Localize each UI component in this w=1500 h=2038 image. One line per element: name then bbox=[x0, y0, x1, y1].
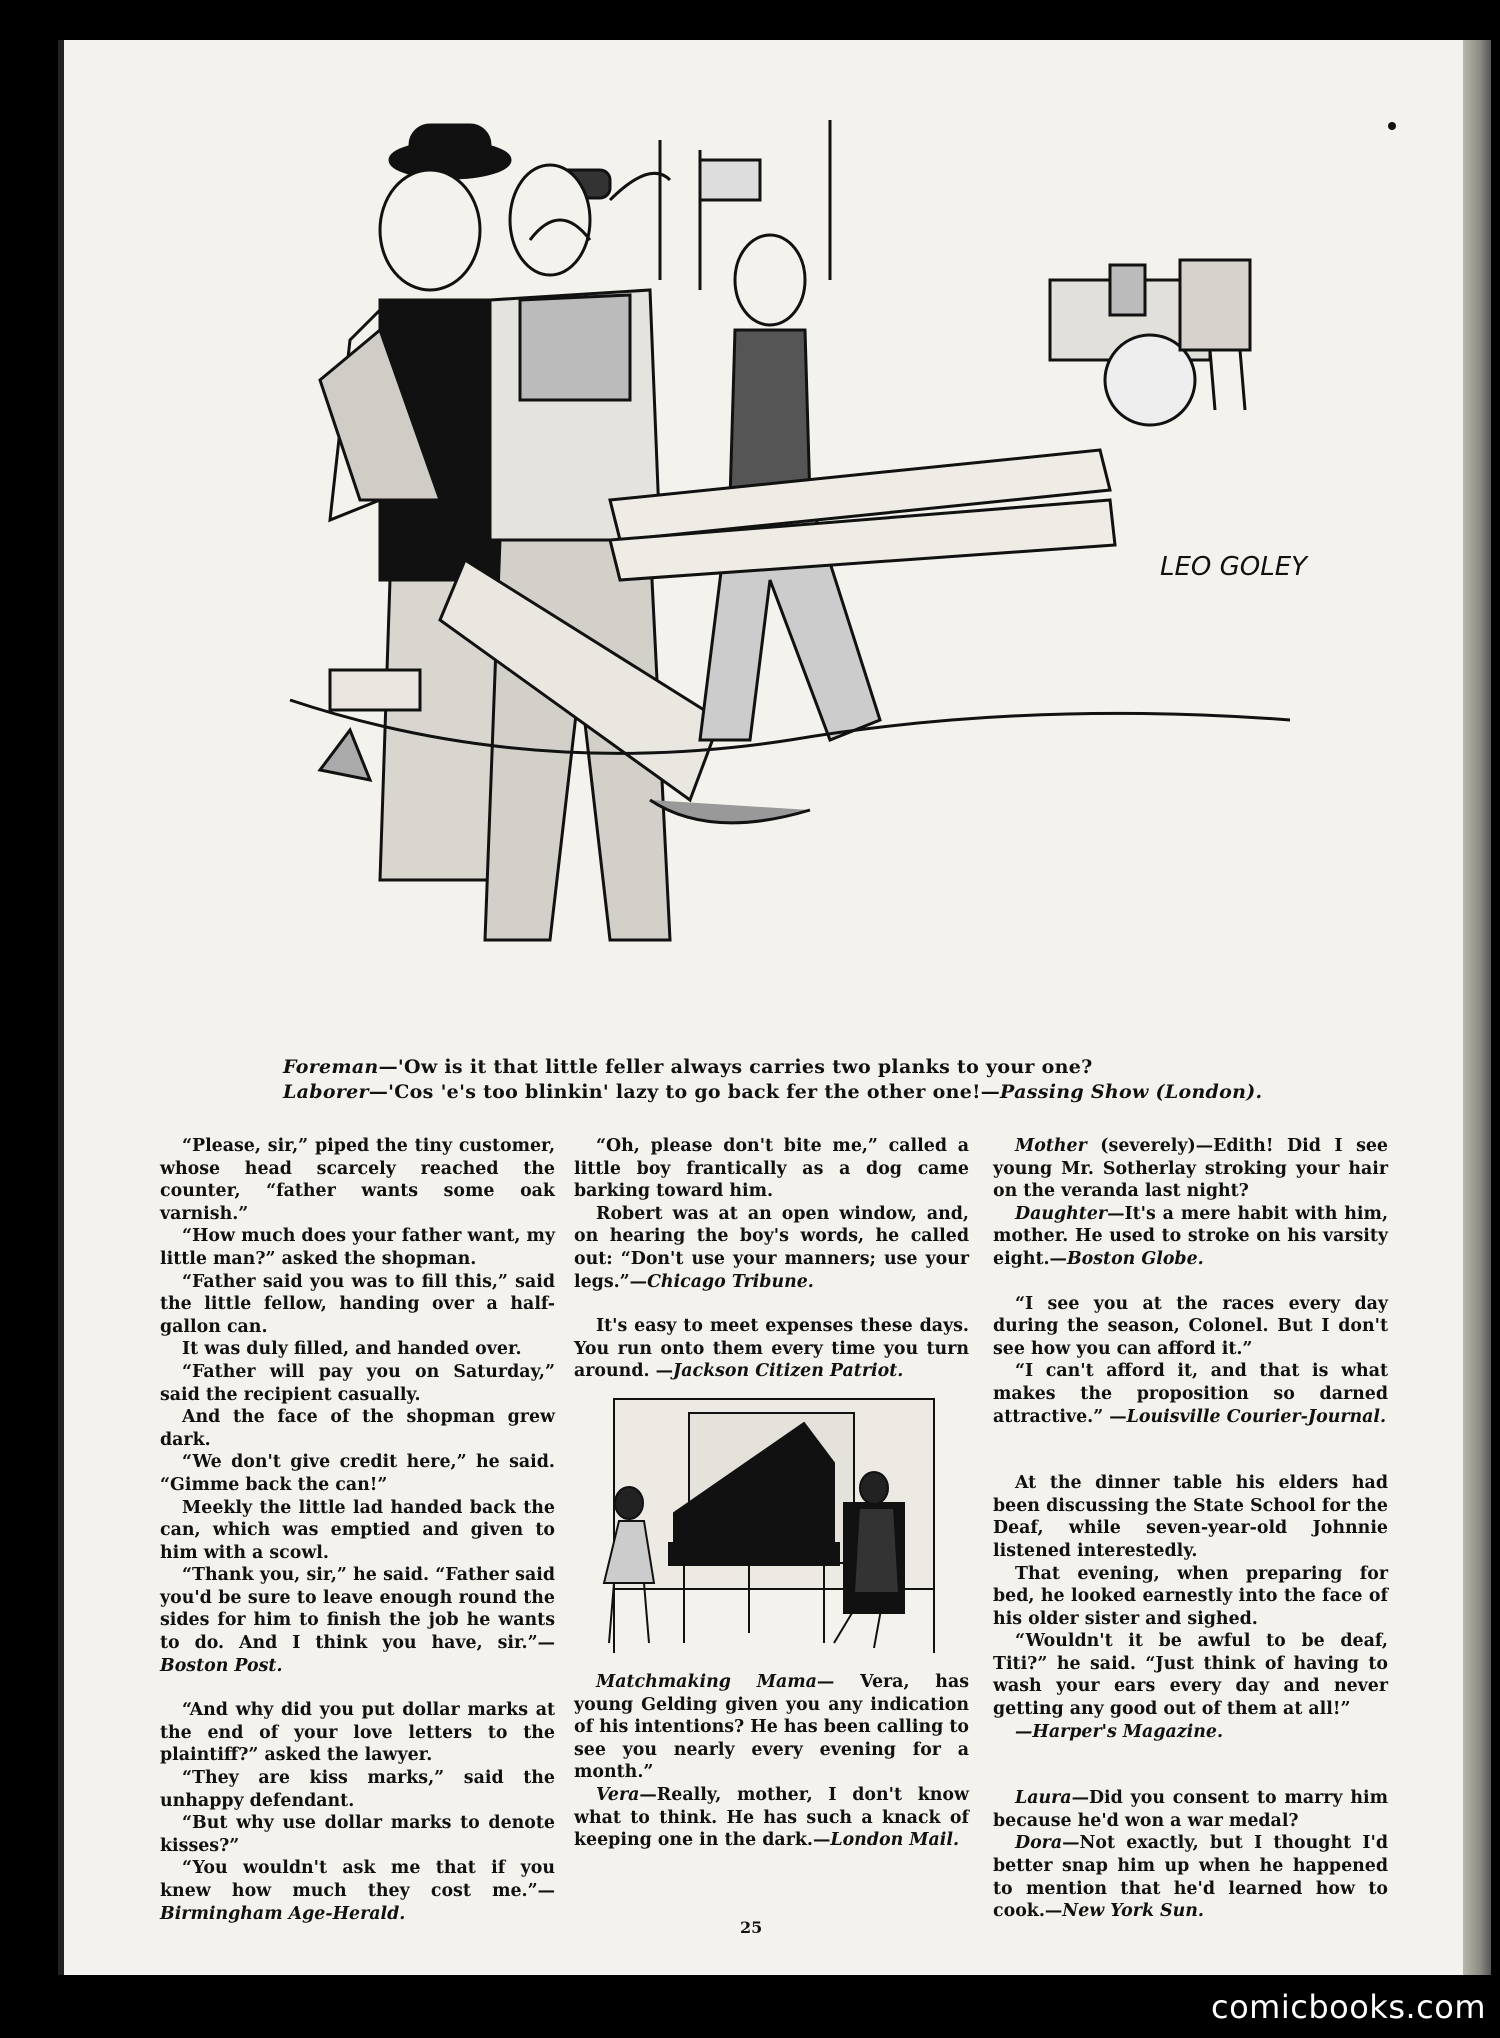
source-credit: London Mail. bbox=[830, 1830, 960, 1851]
paragraph: “Father will pay you on Saturday,” said the recipient casually. bbox=[160, 1361, 555, 1405]
paragraph: “Oh, please don't bite me,” called a little boy frantically as a dog came barking toward him. bbox=[574, 1136, 969, 1202]
source-credit: Chicago Tribune. bbox=[647, 1271, 814, 1292]
paragraph: “But why use dollar marks to denote kisses?” bbox=[160, 1813, 555, 1856]
paragraph: “I can't afford it, and that is what makes the proposition so darned attractive.” —Louisville Courier-Journal. bbox=[993, 1361, 1388, 1427]
paragraph: At the dinner table his elders had been discussing the State School for the Deaf, while seven-year-old Johnnie listened interestedly. bbox=[993, 1473, 1388, 1561]
paragraph: And the face of the shopman grew dark. bbox=[160, 1407, 555, 1450]
watermark-text: comicbooks.com bbox=[1210, 1988, 1486, 2026]
paragraph: Meekly the little lad handed back the can, which was emptied and given to him with a scowl. bbox=[160, 1497, 555, 1563]
page-number: 25 bbox=[740, 1918, 763, 1937]
paragraph: “We don't give credit here,” he said. “Gimme back the can!” bbox=[160, 1452, 555, 1495]
paragraph: Robert was at an open window, and, on hearing the boy's words, he called out: “Don't use your manners; use your legs.”—Chicago Tribune. bbox=[574, 1203, 969, 1292]
column-1 bbox=[160, 1135, 555, 1925]
column-2 bbox=[574, 1135, 969, 1852]
paragraph: Daughter—It's a mere habit with him, mother. He used to stroke on his varsity eight.—Boston Globe. bbox=[993, 1203, 1388, 1269]
artist-signature: LEO GOLEY bbox=[1160, 552, 1308, 582]
source-credit: Birmingham Age-Herald. bbox=[160, 1903, 406, 1924]
paragraph: “They are kiss marks,” said the unhappy defendant. bbox=[160, 1768, 555, 1811]
source-credit: Boston Post. bbox=[160, 1655, 283, 1676]
paragraph: “Wouldn't it be awful to be deaf, Titi?” he said. “Just think of having to wash your ears every day and never getting any good out of them at all!” bbox=[993, 1631, 1388, 1720]
source-credit: New York Sun. bbox=[1062, 1901, 1204, 1922]
paragraph: Laura—Did you consent to marry him because he'd won a war medal? bbox=[993, 1788, 1388, 1831]
source-credit: Louisville Courier-Journal. bbox=[1126, 1406, 1387, 1427]
paragraph: “And why did you put dollar marks at the end of your love letters to the plaintiff?” asked the lawyer. bbox=[160, 1700, 555, 1766]
paragraph: “How much does your father want, my little man?” asked the shopman. bbox=[160, 1226, 555, 1269]
source-credit: —Harper's Magazine. bbox=[1015, 1721, 1223, 1742]
paragraph: That evening, when preparing for bed, he looked earnestly into the face of his older sister and sighed. bbox=[993, 1563, 1388, 1629]
paragraph: Mother (severely)—Edith! Did I see young Mr. Sotherlay stroking your hair on the veranda last night? bbox=[993, 1136, 1388, 1202]
watermark-badge bbox=[1210, 1978, 1500, 2038]
paragraph: “Thank you, sir,” he said. “Father said you'd be sure to leave enough round the sides for him to finish the job he wants to do. And I think you have, sir.”—Boston Post. bbox=[160, 1565, 555, 1676]
paragraph: “I see you at the races every day during the season, Colonel. But I don't see how you can afford it.” bbox=[993, 1293, 1388, 1359]
cartoon-illustration bbox=[230, 80, 1350, 1040]
piano-illustration bbox=[574, 1393, 969, 1663]
paragraph bbox=[993, 1721, 1388, 1744]
paragraph: “You wouldn't ask me that if you knew how much they cost me.”—Birmingham Age-Herald. bbox=[160, 1858, 555, 1924]
paragraph: Matchmaking Mama— Vera, has young Gelding given you any indication of his intentions? He has been calling to see you nearly every evening for a month.” bbox=[574, 1671, 969, 1783]
caption-line-1: Foreman—'Ow is it that little feller always carries two planks to your one? bbox=[283, 1056, 1093, 1078]
paragraph: It's easy to meet expenses these days. You run onto them every time you turn around. —Jackson Citizen Patriot. bbox=[574, 1316, 969, 1382]
paragraph: Dora—Not exactly, but I thought I'd better snap him up when he happened to mention that he'd learned how to cook.—New York Sun. bbox=[993, 1833, 1388, 1922]
paragraph: “Please, sir,” piped the tiny customer, whose head scarcely reached the counter, “father wants some oak varnish.” bbox=[160, 1136, 555, 1224]
source-credit: Boston Globe. bbox=[1066, 1248, 1204, 1269]
cartoon-caption bbox=[283, 1055, 1283, 1105]
source-credit: Jackson Citizen Patriot. bbox=[672, 1361, 904, 1382]
paragraph: “Father said you was to fill this,” said the little fellow, handing over a half-gallon can. bbox=[160, 1271, 555, 1337]
caption-line-2: Laborer—'Cos 'e's too blinkin' lazy to go back fer the other one!—Passing Show (London). bbox=[283, 1081, 1263, 1103]
page-edge bbox=[1463, 40, 1491, 1975]
paragraph: Vera—Really, mother, I don't know what to think. He has such a knack of keeping one in the dark.—London Mail. bbox=[574, 1784, 969, 1851]
ink-dot bbox=[1388, 122, 1396, 130]
paragraph: It was duly filled, and handed over. bbox=[182, 1339, 522, 1360]
column-3 bbox=[993, 1135, 1388, 1923]
